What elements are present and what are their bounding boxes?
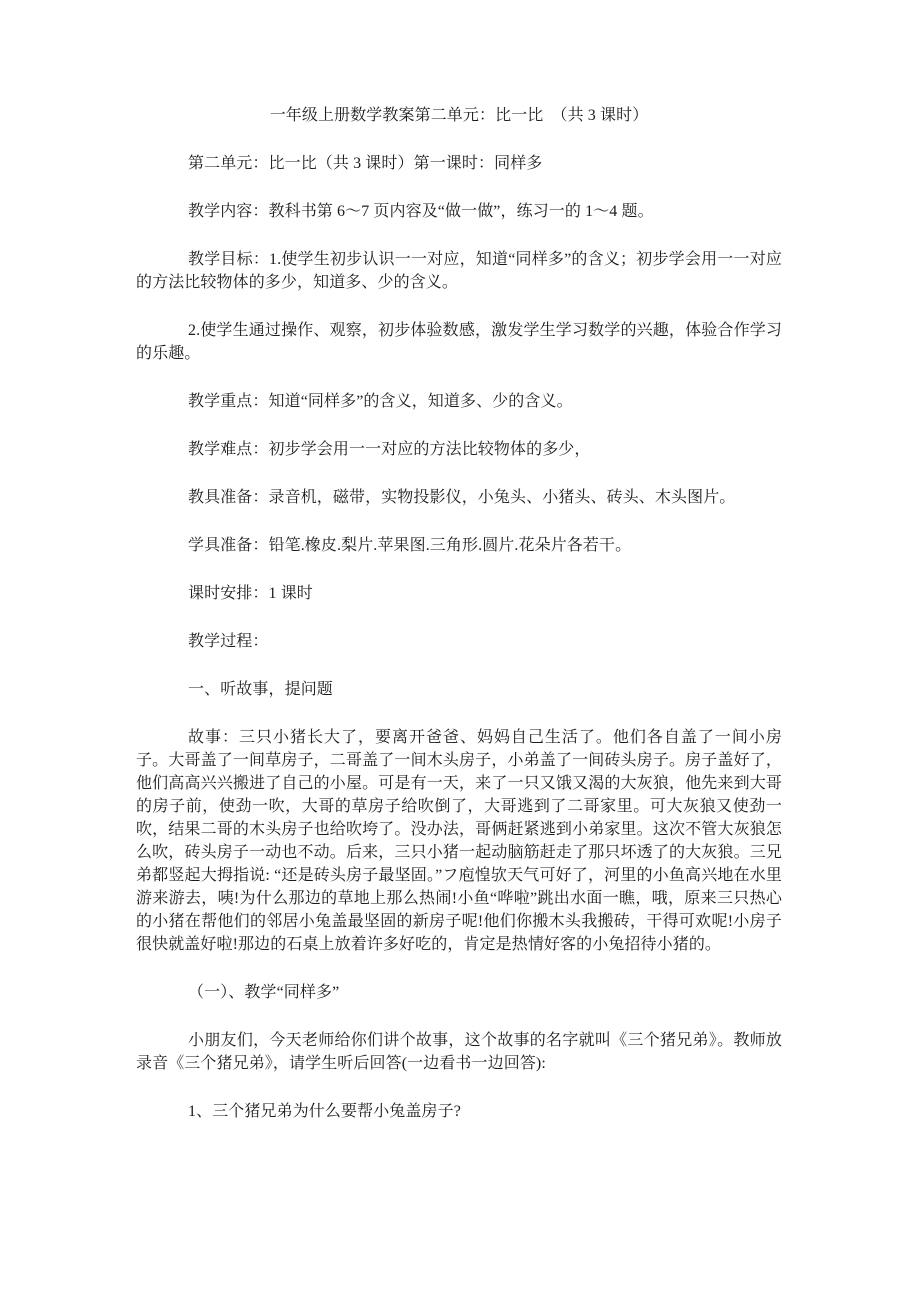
teaching-content: 教学内容：教科书第 6～7 页内容及“做一做”，练习一的 1～4 题。 (188, 203, 654, 220)
student-materials: 学具准备：铅笔.橡皮.梨片.苹果图.三角形.圆片.花朵片各若干。 (188, 537, 632, 554)
teaching-goal-1: 教学目标：1.使学生初步认识一一对应，知道“同样多”的含义；初步学会用一一对应的方法比较物体的多少，知道多、少的含义。 (136, 251, 782, 291)
doc-title: 一年级上册数学教案第二单元：比一比 （共 3 课时） (269, 107, 649, 124)
teacher-materials: 教具准备：录音机，磁带，实物投影仪，小兔头、小猪头、砖头、木头图片。 (188, 489, 736, 506)
teaching-focus: 教学重点：知道“同样多”的含义，知道多、少的含义。 (188, 393, 573, 410)
teaching-process-heading: 教学过程： (188, 633, 269, 650)
story-paragraph: 故事：三只小猪长大了，要离开爸爸、妈妈自己生活了。他们各自盖了一间小房子。大哥盖了一间草房子，二哥盖了一间木头房子，小弟盖了一间砖头房子。房子盖好了，他们高高兴兴搬进了自己的小屋。可是有一天，来了一只又饿又渴的大灰狼，他先来到大哥的房子前，使劲一吹，大哥的草房子给吹倒了，大哥逃到了二哥家里。可大灰狼又使劲一吹，结果二哥的木头房子也给吹垮了。没办法，哥俩赶紧逃到小弟家里。这次不管大灰狼怎么吹，砖头房子一动也不动。后来，三只小猪一起动脑筋赶走了那只坏透了的大灰狼。三兄弟都竖起大拇指说: “还是砖头房子最坚固。”フ庖惶欤天气可好了，河里的小鱼高兴地在水里游来游去，咦!为什么那边的草地上那么热闹!小鱼“哗啦”跳出水面一瞧，哦，原来三只热心的小猪在帮他们的邻居小兔盖最坚固的新房子呢!他们你搬木头我搬砖，干得可欢呢!小房子很快就盖好啦!那边的石桌上放着许多好吃的，肯定是热情好客的小兔招待小猪的。 (136, 729, 782, 953)
lesson-schedule: 课时安排：1 课时 (188, 585, 313, 602)
unit-lesson-heading: 第二单元：比一比（共 3 课时）第一课时：同样多 (188, 155, 543, 172)
activity-intro: 小朋友们，今天老师给你们讲个故事，这个故事的名字就叫《三个猪兄弟》。教师放录音《三个猪兄弟》，请学生听后回答(一边看书一边回答): (136, 1032, 782, 1072)
question-1: 1、三个猪兄弟为什么要帮小兔盖房子? (188, 1103, 461, 1120)
subsection-1-heading: （一）、教学“同样多” (188, 984, 340, 1001)
teaching-difficulty: 教学难点：初步学会用一一对应的方法比较物体的多少， (188, 441, 591, 458)
section-1-heading: 一、听故事，提问题 (188, 681, 333, 698)
teaching-goal-2: 2.使学生通过操作、观察，初步体验数感，激发学生学习数学的兴趣，体验合作学习的乐趣。 (136, 322, 782, 362)
